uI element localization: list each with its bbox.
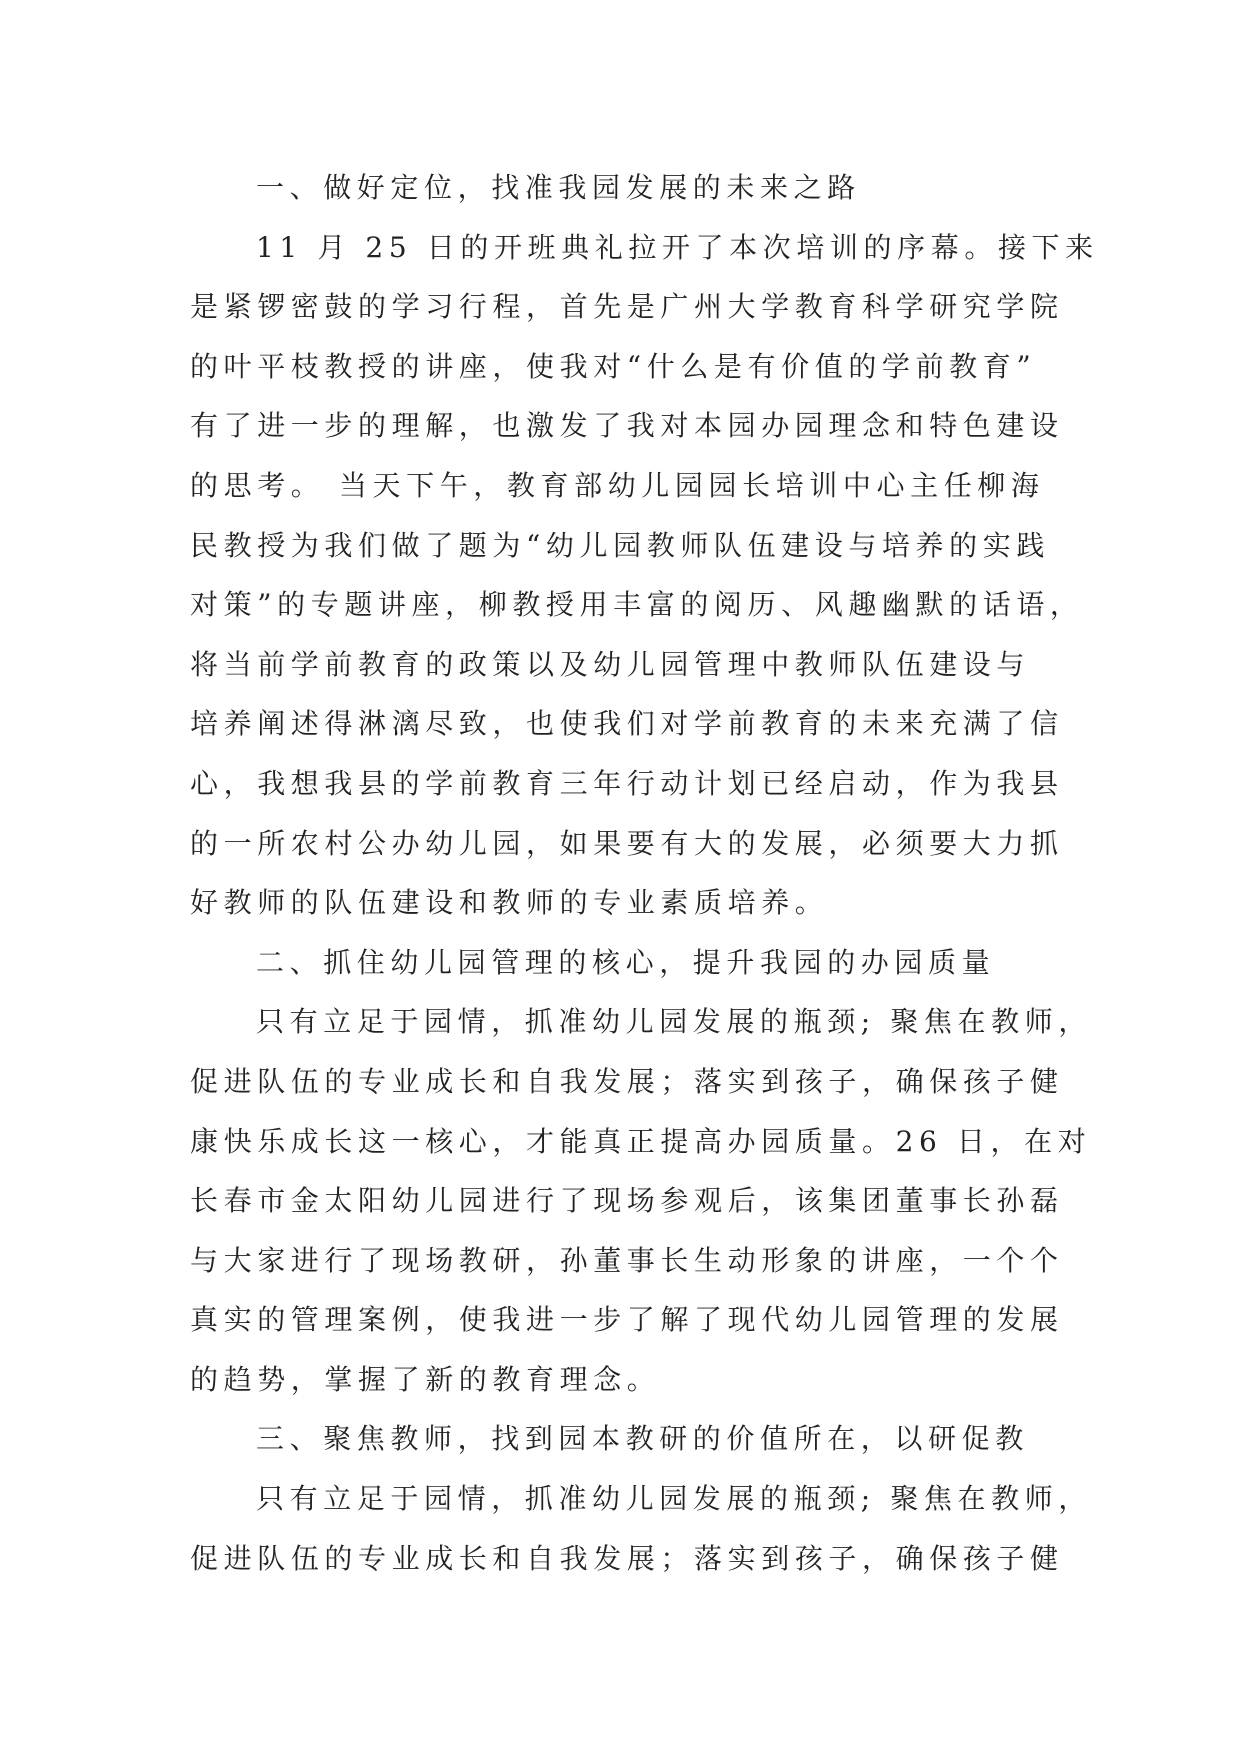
paragraph-line: 康快乐成长这一核心，才能真正提高办园质量。26 日，在对 [190, 1124, 1092, 1158]
paragraph-line: 真实的管理案例，使我进一步了解了现代幼儿园管理的发展 [190, 1303, 1064, 1337]
paragraph-line: 对策”的专题讲座，柳教授用丰富的阅历、风趣幽默的话语， [190, 588, 1084, 622]
document-body [190, 158, 1099, 1588]
paragraph-line: 的叶平枝教授的讲座，使我对“什么是有价值的学前教育” [190, 349, 1037, 383]
section-heading-3: 三、聚焦教师，找到园本教研的价值所在，以研促教 [256, 1422, 1029, 1456]
paragraph-line: 民教授为我们做了题为“幼儿园教师队伍建设与培养的实践 [190, 528, 1050, 562]
paragraph-line: 长春市金太阳幼儿园进行了现场参观后，该集团董事长孙磊 [190, 1184, 1064, 1218]
section-heading-2: 二、抓住幼儿园管理的核心，提升我园的办园质量 [256, 945, 996, 979]
paragraph-line: 的思考。 当天下午，教育部幼儿园园长培训中心主任柳海 [190, 468, 1045, 502]
paragraph-line: 心，我想我县的学前教育三年行动计划已经启动，作为我县 [190, 766, 1064, 800]
paragraph-line: 有了进一步的理解，也激发了我对本园办园理念和特色建设 [190, 409, 1064, 443]
paragraph-line: 培养阐述得淋漓尽致，也使我们对学前教育的未来充满了信 [190, 707, 1064, 741]
paragraph-line: 好教师的队伍建设和教师的专业素质培养。 [190, 886, 829, 920]
paragraph-line: 的一所农村公办幼儿园，如果要有大的发展，必须要大力抓 [190, 826, 1064, 860]
paragraph-line: 与大家进行了现场教研，孙董事长生动形象的讲座，一个个 [190, 1243, 1064, 1277]
section-heading-1: 一、做好定位，找准我园发展的未来之路 [256, 171, 861, 204]
paragraph-line: 促进队伍的专业成长和自我发展；落实到孩子，确保孩子健 [190, 1541, 1064, 1575]
paragraph-line: 是紧锣密鼓的学习行程，首先是广州大学教育科学研究学院 [190, 290, 1064, 324]
paragraph-line: 只有立足于园情，抓准幼儿园发展的瓶颈; 聚焦在教师， [256, 1005, 1092, 1039]
paragraph-line: 的趋势，掌握了新的教育理念。 [190, 1362, 661, 1396]
paragraph-line: 只有立足于园情，抓准幼儿园发展的瓶颈; 聚焦在教师， [256, 1482, 1092, 1516]
paragraph-line: 11 月 25 日的开班典礼拉开了本次培训的序幕。接下来 [256, 230, 1099, 264]
paragraph-line: 将当前学前教育的政策以及幼儿园管理中教师队伍建设与 [190, 647, 1031, 681]
paragraph-line: 促进队伍的专业成长和自我发展；落实到孩子，确保孩子健 [190, 1064, 1064, 1098]
